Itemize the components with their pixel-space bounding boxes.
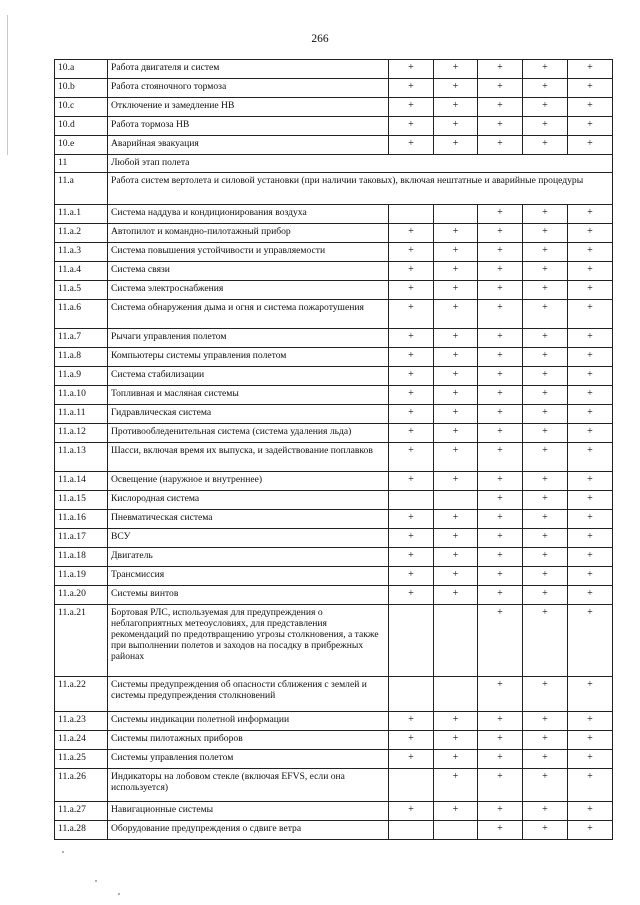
table-row	[55, 224, 613, 243]
check-mark-cell: +	[568, 79, 613, 98]
check-mark-cell: +	[478, 443, 523, 472]
check-mark-cell: +	[389, 802, 434, 821]
check-mark-cell: +	[434, 567, 478, 586]
check-mark-cell: +	[478, 117, 523, 136]
table-row	[55, 548, 613, 567]
check-mark-cell: +	[523, 802, 568, 821]
check-mark-cell: +	[434, 386, 478, 405]
table-row	[55, 173, 613, 205]
check-mark-cell: +	[523, 491, 568, 510]
check-mark-cell: +	[523, 567, 568, 586]
item-code: 11.a.2	[55, 224, 108, 243]
check-mark-cell: +	[568, 529, 613, 548]
item-description: Противообледенительная система (система удаления льда)	[108, 424, 389, 443]
check-mark-cell: +	[523, 281, 568, 300]
item-description: Рычаги управления полетом	[108, 329, 389, 348]
item-code: 11.a.21	[55, 605, 108, 677]
check-mark-cell: +	[478, 491, 523, 510]
check-mark-cell: +	[568, 405, 613, 424]
item-code: 11.a.28	[55, 821, 108, 840]
check-mark-cell: +	[434, 300, 478, 329]
table-row	[55, 60, 613, 79]
check-mark-cell: +	[389, 243, 434, 262]
table-row	[55, 405, 613, 424]
check-mark-cell: +	[568, 367, 613, 386]
check-mark-cell: +	[478, 548, 523, 567]
check-mark-cell: +	[523, 443, 568, 472]
check-mark-cell: +	[523, 117, 568, 136]
table-row	[55, 731, 613, 750]
check-mark-cell	[434, 821, 478, 840]
check-mark-cell: +	[389, 300, 434, 329]
table-row	[55, 769, 613, 802]
check-mark-cell: +	[434, 802, 478, 821]
item-description: Система обнаружения дыма и огня и система пожаротушения	[108, 300, 389, 329]
item-code: 11.a	[55, 173, 108, 205]
item-description: Индикаторы на лобовом стекле (включая EFVS, если она используется)	[108, 769, 389, 802]
item-code: 11.a.3	[55, 243, 108, 262]
check-mark-cell: +	[568, 386, 613, 405]
item-description: Трансмиссия	[108, 567, 389, 586]
item-code: 11.a.18	[55, 548, 108, 567]
check-mark-cell: +	[568, 491, 613, 510]
check-mark-cell: +	[568, 567, 613, 586]
item-code: 11.a.16	[55, 510, 108, 529]
check-mark-cell: +	[523, 424, 568, 443]
table-row	[55, 567, 613, 586]
item-description: Аварийная эвакуация	[108, 136, 389, 155]
table-body	[55, 60, 613, 840]
check-mark-cell: +	[523, 262, 568, 281]
check-mark-cell: +	[523, 712, 568, 731]
check-mark-cell	[389, 769, 434, 802]
item-code: 11.a.15	[55, 491, 108, 510]
item-code: 10.a	[55, 60, 108, 79]
check-mark-cell: +	[523, 548, 568, 567]
item-description: Работа двигателя и систем	[108, 60, 389, 79]
check-mark-cell: +	[389, 472, 434, 491]
item-code: 11.a.17	[55, 529, 108, 548]
check-mark-cell: +	[434, 712, 478, 731]
item-code: 11.a.27	[55, 802, 108, 821]
table-row	[55, 155, 613, 173]
table-row	[55, 586, 613, 605]
table-row	[55, 443, 613, 472]
table-row	[55, 117, 613, 136]
check-mark-cell: +	[389, 731, 434, 750]
check-mark-cell: +	[568, 443, 613, 472]
item-code: 11.a.12	[55, 424, 108, 443]
item-description: Системы индикации полетной информации	[108, 712, 389, 731]
check-mark-cell: +	[568, 281, 613, 300]
check-mark-cell: +	[434, 136, 478, 155]
item-description: Система наддува и кондиционирования воздуха	[108, 205, 389, 224]
item-description: Бортовая РЛС, используемая для предупреждения о неблагоприятных метеоусловиях, для представления рекомендаций по предотвращению угрозы столкновения, а также при выполнении полетов и заходов на посадку в прибрежных районах	[108, 605, 389, 677]
item-description: Система стабилизации	[108, 367, 389, 386]
check-mark-cell: +	[434, 424, 478, 443]
check-mark-cell: +	[434, 750, 478, 769]
check-mark-cell: +	[478, 802, 523, 821]
scan-speck	[95, 880, 97, 882]
check-mark-cell: +	[523, 60, 568, 79]
check-mark-cell: +	[434, 529, 478, 548]
item-code: 11.a.6	[55, 300, 108, 329]
check-mark-cell: +	[568, 472, 613, 491]
table-row	[55, 98, 613, 117]
check-mark-cell: +	[434, 348, 478, 367]
check-mark-cell: +	[389, 750, 434, 769]
check-mark-cell: +	[478, 98, 523, 117]
check-mark-cell: +	[478, 677, 523, 712]
check-mark-cell: +	[478, 300, 523, 329]
check-mark-cell: +	[523, 405, 568, 424]
check-mark-cell	[434, 677, 478, 712]
table-row	[55, 79, 613, 98]
item-description: Работа систем вертолета и силовой установки (при наличии таковых), включая нештатные и аварийные процедуры	[108, 173, 613, 205]
check-mark-cell: +	[389, 367, 434, 386]
table-row	[55, 348, 613, 367]
check-mark-cell: +	[523, 731, 568, 750]
check-mark-cell: +	[478, 712, 523, 731]
check-mark-cell	[434, 605, 478, 677]
check-mark-cell: +	[523, 79, 568, 98]
item-description: Системы винтов	[108, 586, 389, 605]
check-mark-cell: +	[478, 79, 523, 98]
table-row	[55, 386, 613, 405]
check-mark-cell: +	[523, 510, 568, 529]
item-code: 11.a.25	[55, 750, 108, 769]
item-description: Отключение и замедление НВ	[108, 98, 389, 117]
item-code: 11.a.4	[55, 262, 108, 281]
check-mark-cell: +	[434, 443, 478, 472]
check-mark-cell: +	[568, 510, 613, 529]
check-mark-cell: +	[523, 529, 568, 548]
check-mark-cell: +	[478, 329, 523, 348]
page-number: 266	[311, 33, 329, 45]
item-code: 10.d	[55, 117, 108, 136]
check-mark-cell: +	[478, 586, 523, 605]
check-mark-cell: +	[434, 405, 478, 424]
table-row	[55, 605, 613, 677]
check-mark-cell: +	[389, 281, 434, 300]
check-mark-cell: +	[568, 731, 613, 750]
check-mark-cell: +	[568, 60, 613, 79]
check-mark-cell: +	[568, 802, 613, 821]
check-mark-cell: +	[434, 731, 478, 750]
item-description: Система электроснабжения	[108, 281, 389, 300]
requirements-table	[54, 59, 613, 840]
table-row	[55, 424, 613, 443]
table-row	[55, 491, 613, 510]
item-description: ВСУ	[108, 529, 389, 548]
check-mark-cell: +	[523, 769, 568, 802]
check-mark-cell: +	[568, 548, 613, 567]
check-mark-cell: +	[389, 224, 434, 243]
check-mark-cell: +	[523, 329, 568, 348]
check-mark-cell: +	[434, 586, 478, 605]
check-mark-cell: +	[568, 677, 613, 712]
item-code: 11.a.9	[55, 367, 108, 386]
check-mark-cell: +	[478, 386, 523, 405]
item-description: Оборудование предупреждения о сдвиге ветра	[108, 821, 389, 840]
check-mark-cell: +	[478, 136, 523, 155]
check-mark-cell: +	[389, 262, 434, 281]
check-mark-cell: +	[568, 300, 613, 329]
scan-speck	[62, 851, 64, 853]
check-mark-cell: +	[434, 224, 478, 243]
check-mark-cell	[389, 491, 434, 510]
check-mark-cell: +	[478, 750, 523, 769]
table-row	[55, 510, 613, 529]
item-description: Двигатель	[108, 548, 389, 567]
check-mark-cell: +	[523, 750, 568, 769]
check-mark-cell: +	[478, 205, 523, 224]
check-mark-cell: +	[478, 821, 523, 840]
item-description: Освещение (наружное и внутреннее)	[108, 472, 389, 491]
scan-speck	[118, 893, 120, 895]
check-mark-cell: +	[523, 586, 568, 605]
item-code: 11.a.13	[55, 443, 108, 472]
item-description: Работа тормоза НВ	[108, 117, 389, 136]
table-row	[55, 205, 613, 224]
item-description: Шасси, включая время их выпуска, и задействование поплавков	[108, 443, 389, 472]
item-description: Работа стояночного тормоза	[108, 79, 389, 98]
item-description: Системы предупреждения об опасности сближения с землей и системы предупреждения столкновений	[108, 677, 389, 712]
check-mark-cell: +	[523, 677, 568, 712]
item-code: 10.e	[55, 136, 108, 155]
check-mark-cell: +	[568, 424, 613, 443]
check-mark-cell: +	[389, 529, 434, 548]
check-mark-cell: +	[523, 98, 568, 117]
item-description: Топливная и масляная системы	[108, 386, 389, 405]
check-mark-cell: +	[523, 386, 568, 405]
check-mark-cell	[389, 677, 434, 712]
check-mark-cell	[389, 205, 434, 224]
item-code: 11	[55, 155, 108, 173]
check-mark-cell: +	[434, 60, 478, 79]
check-mark-cell: +	[568, 586, 613, 605]
item-code: 11.a.20	[55, 586, 108, 605]
item-code: 11.a.19	[55, 567, 108, 586]
check-mark-cell: +	[389, 329, 434, 348]
table-row	[55, 136, 613, 155]
item-code: 11.a.24	[55, 731, 108, 750]
check-mark-cell: +	[523, 472, 568, 491]
item-code: 11.a.8	[55, 348, 108, 367]
check-mark-cell: +	[434, 769, 478, 802]
check-mark-cell: +	[478, 472, 523, 491]
check-mark-cell: +	[434, 510, 478, 529]
check-mark-cell: +	[523, 224, 568, 243]
check-mark-cell: +	[478, 424, 523, 443]
item-code: 11.a.14	[55, 472, 108, 491]
check-mark-cell: +	[478, 60, 523, 79]
item-description: Система повышения устойчивости и управляемости	[108, 243, 389, 262]
item-description: Системы управления полетом	[108, 750, 389, 769]
item-description: Компьютеры системы управления полетом	[108, 348, 389, 367]
check-mark-cell: +	[389, 98, 434, 117]
table-row	[55, 300, 613, 329]
check-mark-cell: +	[568, 769, 613, 802]
check-mark-cell: +	[568, 750, 613, 769]
item-code: 10.c	[55, 98, 108, 117]
item-code: 11.a.23	[55, 712, 108, 731]
item-code: 11.a.26	[55, 769, 108, 802]
check-mark-cell	[434, 205, 478, 224]
check-mark-cell: +	[434, 262, 478, 281]
check-mark-cell: +	[523, 136, 568, 155]
item-code: 11.a.11	[55, 405, 108, 424]
check-mark-cell: +	[568, 712, 613, 731]
table-row	[55, 802, 613, 821]
item-code: 11.a.7	[55, 329, 108, 348]
item-description: Системы пилотажных приборов	[108, 731, 389, 750]
check-mark-cell: +	[523, 348, 568, 367]
check-mark-cell: +	[523, 821, 568, 840]
check-mark-cell: +	[434, 329, 478, 348]
item-description: Гидравлическая система	[108, 405, 389, 424]
check-mark-cell: +	[568, 117, 613, 136]
check-mark-cell: +	[389, 712, 434, 731]
check-mark-cell: +	[389, 60, 434, 79]
check-mark-cell: +	[523, 205, 568, 224]
table-row	[55, 712, 613, 731]
check-mark-cell: +	[523, 300, 568, 329]
check-mark-cell: +	[389, 567, 434, 586]
table-row	[55, 750, 613, 769]
check-mark-cell: +	[389, 405, 434, 424]
check-mark-cell: +	[389, 424, 434, 443]
item-description: Навигационные системы	[108, 802, 389, 821]
check-mark-cell: +	[434, 281, 478, 300]
check-mark-cell: +	[434, 548, 478, 567]
check-mark-cell: +	[478, 243, 523, 262]
check-mark-cell: +	[389, 586, 434, 605]
check-mark-cell: +	[478, 348, 523, 367]
check-mark-cell	[434, 491, 478, 510]
table-row	[55, 329, 613, 348]
item-description: Пневматическая система	[108, 510, 389, 529]
check-mark-cell: +	[523, 605, 568, 677]
table-row	[55, 677, 613, 712]
item-description: Система связи	[108, 262, 389, 281]
item-code: 11.a.22	[55, 677, 108, 712]
item-code: 11.a.5	[55, 281, 108, 300]
check-mark-cell: +	[478, 262, 523, 281]
check-mark-cell: +	[389, 117, 434, 136]
item-description: Автопилот и командно-пилотажный прибор	[108, 224, 389, 243]
table-row	[55, 367, 613, 386]
check-mark-cell	[389, 605, 434, 677]
table-row	[55, 243, 613, 262]
check-mark-cell: +	[568, 348, 613, 367]
item-description: Кислородная система	[108, 491, 389, 510]
check-mark-cell: +	[523, 367, 568, 386]
check-mark-cell: +	[434, 472, 478, 491]
check-mark-cell: +	[434, 367, 478, 386]
check-mark-cell: +	[478, 510, 523, 529]
check-mark-cell: +	[389, 136, 434, 155]
check-mark-cell: +	[478, 529, 523, 548]
check-mark-cell: +	[478, 567, 523, 586]
item-code: 10.b	[55, 79, 108, 98]
table-row	[55, 281, 613, 300]
check-mark-cell: +	[523, 243, 568, 262]
item-description: Любой этап полета	[108, 155, 613, 173]
table-row	[55, 529, 613, 548]
check-mark-cell: +	[478, 281, 523, 300]
check-mark-cell: +	[478, 731, 523, 750]
check-mark-cell: +	[568, 205, 613, 224]
check-mark-cell: +	[478, 605, 523, 677]
check-mark-cell: +	[478, 367, 523, 386]
item-code: 11.a.1	[55, 205, 108, 224]
check-mark-cell: +	[434, 79, 478, 98]
check-mark-cell: +	[568, 98, 613, 117]
table-row	[55, 472, 613, 491]
check-mark-cell: +	[568, 224, 613, 243]
check-mark-cell: +	[568, 605, 613, 677]
check-mark-cell: +	[568, 262, 613, 281]
check-mark-cell: +	[478, 405, 523, 424]
check-mark-cell: +	[568, 329, 613, 348]
item-code: 11.a.10	[55, 386, 108, 405]
check-mark-cell: +	[478, 769, 523, 802]
check-mark-cell: +	[389, 548, 434, 567]
check-mark-cell: +	[568, 136, 613, 155]
check-mark-cell: +	[568, 821, 613, 840]
check-mark-cell: +	[389, 510, 434, 529]
table-row	[55, 821, 613, 840]
check-mark-cell: +	[389, 386, 434, 405]
check-mark-cell: +	[434, 98, 478, 117]
check-mark-cell: +	[389, 79, 434, 98]
check-mark-cell: +	[478, 224, 523, 243]
check-mark-cell: +	[568, 243, 613, 262]
check-mark-cell: +	[389, 443, 434, 472]
check-mark-cell: +	[434, 117, 478, 136]
check-mark-cell: +	[434, 243, 478, 262]
check-mark-cell: +	[389, 348, 434, 367]
check-mark-cell	[389, 821, 434, 840]
table-row	[55, 262, 613, 281]
